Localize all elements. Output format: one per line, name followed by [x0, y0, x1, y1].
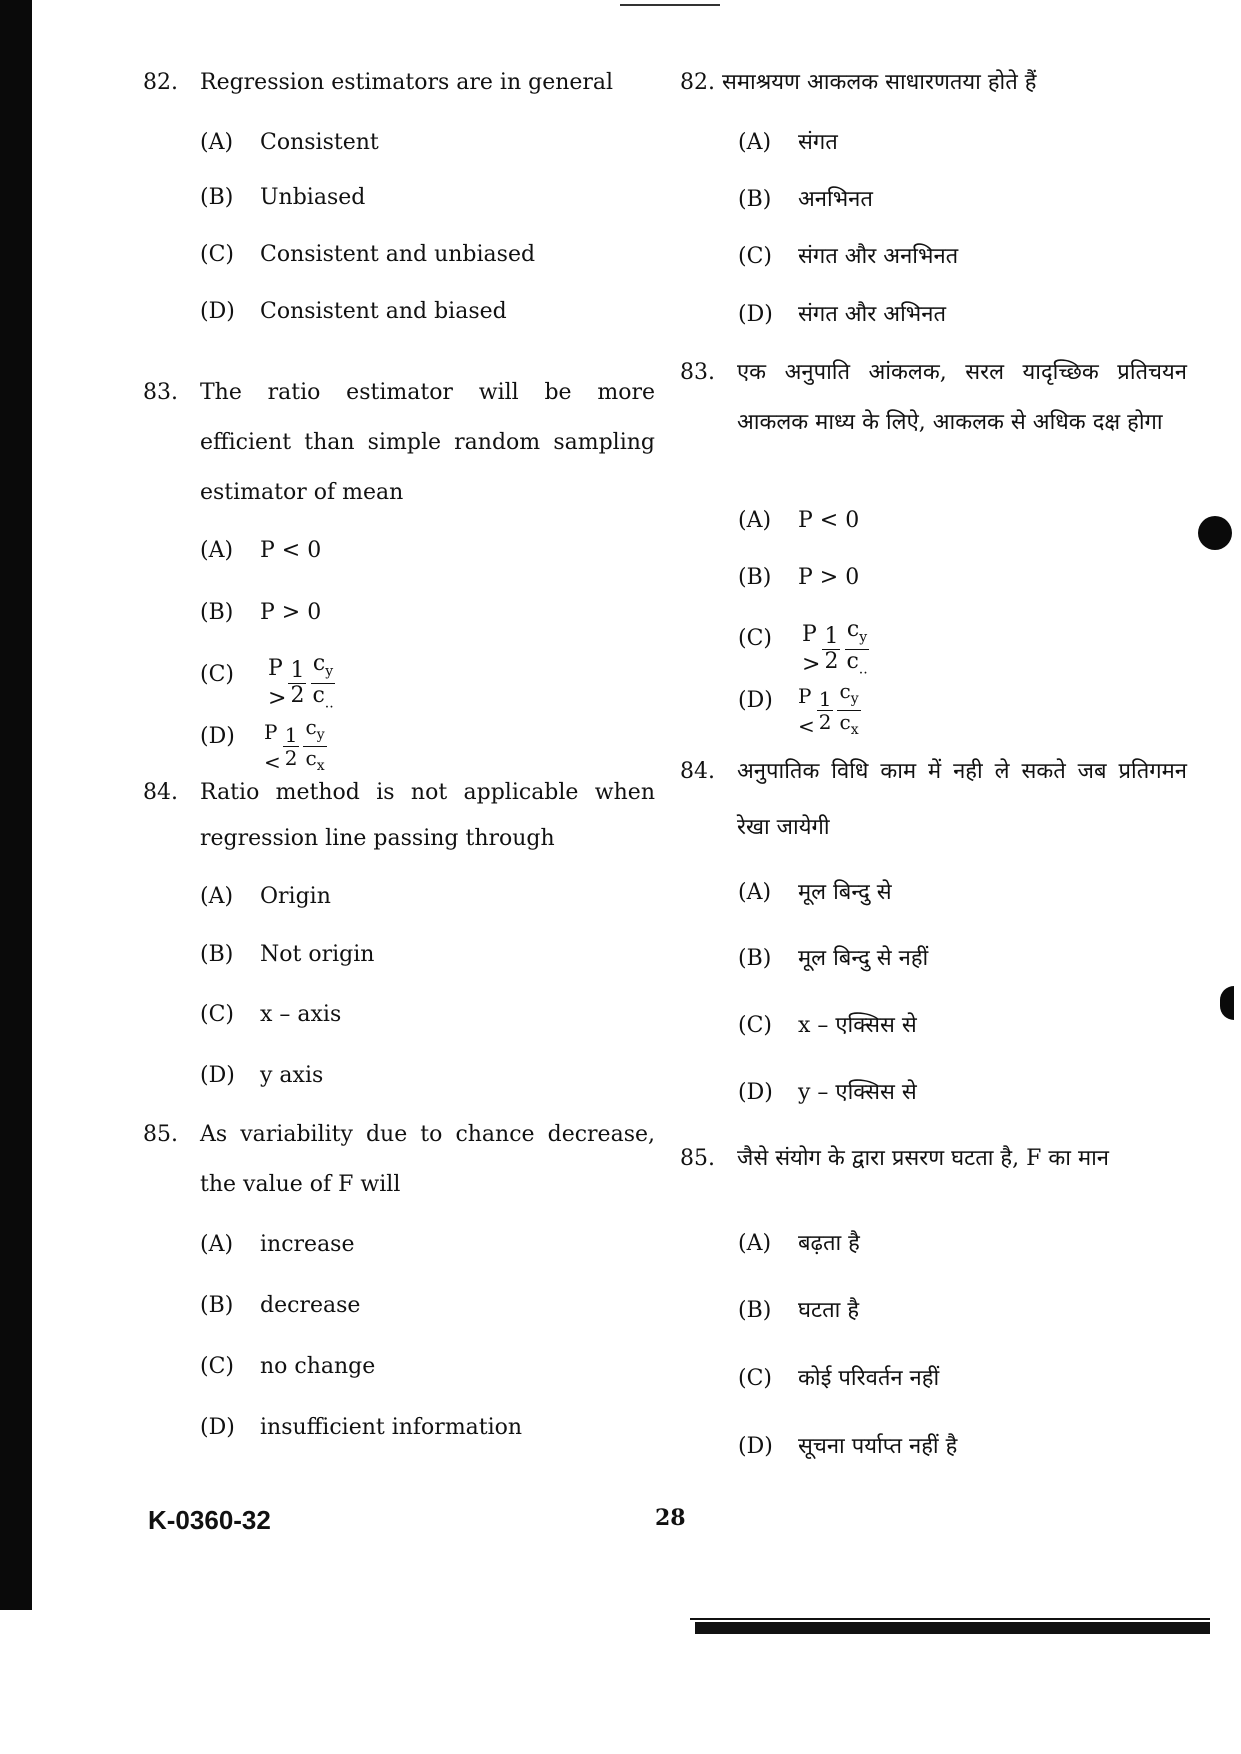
option-text: no change — [260, 1354, 376, 1379]
denominator: c — [312, 683, 325, 709]
option-text: x – एक्सिस से — [798, 1013, 917, 1038]
numerator: c — [312, 651, 326, 676]
question-text: As variability due to chance decrease, the value of F will — [200, 1122, 655, 1197]
option-text: Not origin — [260, 942, 375, 967]
subscript: y — [850, 691, 859, 707]
numerator: c — [846, 617, 860, 642]
fraction — [283, 724, 300, 769]
fraction — [817, 688, 834, 733]
question-number: 83. — [143, 380, 178, 405]
option-text: P > 0 — [798, 565, 860, 590]
numerator: 1 — [284, 723, 298, 747]
option-label: (B) — [738, 565, 772, 590]
subscript: x — [316, 758, 325, 774]
question-text: The ratio estimator will be more efficient than simple random sampling estimator of mean — [200, 380, 655, 505]
option-text: Origin — [260, 884, 331, 909]
option-label: (C) — [738, 626, 772, 651]
option-label: (C) — [738, 1013, 772, 1038]
option-text: Unbiased — [260, 185, 366, 210]
fraction — [844, 618, 869, 682]
fraction — [288, 659, 306, 708]
option-text: मूल बिन्दु से — [798, 880, 892, 905]
formula-prefix: P > — [802, 621, 821, 677]
numerator: 1 — [290, 658, 305, 684]
option-text: y – एक्सिस से — [798, 1080, 917, 1105]
option-text: P < 0 — [260, 538, 322, 563]
fraction — [822, 625, 840, 674]
option-label: (C) — [200, 242, 234, 267]
option-text: y axis — [260, 1063, 324, 1088]
question-text: एक अनुपाति आंकलक, सरल यादृच्छिक प्रतिचयन आकलक माध्य के लिऐ, आकलक से अधिक दक्ष होगा — [737, 360, 1187, 435]
question-number: 85. — [143, 1122, 178, 1147]
question-text: Regression estimators are in general — [200, 70, 614, 95]
numerator: 1 — [824, 624, 839, 650]
question-number: 84. — [680, 759, 715, 784]
question-text: समाश्रयण आकलक साधारणतया होते हैं — [722, 70, 1037, 95]
option-text: सूचना पर्याप्त नहीं है — [798, 1434, 958, 1459]
subscript: x — [850, 722, 859, 738]
option-text: P > 0 — [260, 600, 322, 625]
option-label: (D) — [738, 1434, 773, 1459]
formula-prefix: P < — [264, 719, 281, 774]
option-label: (A) — [738, 508, 772, 533]
option-label: (A) — [738, 130, 772, 155]
option-label: (A) — [200, 884, 234, 909]
option-text: P < 0 — [798, 508, 860, 533]
formula — [264, 716, 329, 777]
option-text: Consistent and unbiased — [260, 242, 536, 267]
option-text: Consistent and biased — [260, 299, 507, 324]
option-label: (A) — [738, 880, 772, 905]
fraction — [303, 716, 326, 777]
numerator: 1 — [818, 687, 832, 711]
option-label: (A) — [200, 1232, 234, 1257]
option-text: कोई परिवर्तन नहीं — [798, 1366, 940, 1391]
denominator: c — [305, 746, 317, 770]
option-label: (A) — [200, 538, 234, 563]
option-text: संगत और अनभिनत — [798, 244, 959, 269]
option-label: (C) — [738, 1366, 772, 1391]
option-text: increase — [260, 1232, 355, 1257]
punch-hole-mark-partial — [1220, 986, 1234, 1020]
subscript: .. — [858, 661, 868, 678]
denominator: 2 — [284, 746, 298, 770]
option-label: (D) — [738, 1080, 773, 1105]
formula — [798, 680, 863, 741]
question-text: Ratio method is not applicable when regression line passing through — [200, 780, 655, 851]
option-label: (D) — [738, 688, 773, 713]
denominator: 2 — [824, 649, 839, 675]
subscript: y — [325, 663, 334, 680]
subscript: y — [316, 727, 325, 743]
option-text: अनभिनत — [798, 187, 873, 212]
option-label: (B) — [738, 946, 772, 971]
question-number: 82. — [680, 70, 715, 95]
option-label: (B) — [200, 600, 234, 625]
option-label: (C) — [738, 244, 772, 269]
option-label: (B) — [738, 1298, 772, 1323]
fraction — [837, 680, 860, 741]
formula-prefix: P > — [268, 655, 287, 711]
question-text: जैसे संयोग के द्वारा प्रसरण घटता है, F का मान — [737, 1146, 1110, 1171]
denominator: c — [839, 710, 851, 734]
option-label: (D) — [200, 1415, 235, 1440]
option-text: insufficient information — [260, 1415, 523, 1440]
punch-hole-mark — [1198, 516, 1232, 550]
subscript: .. — [324, 695, 334, 712]
bottom-rule — [695, 1622, 1210, 1634]
option-text: बढ़ता है — [798, 1231, 860, 1256]
booklet-code: K-0360-32 — [148, 1505, 271, 1535]
option-label: (D) — [200, 724, 235, 749]
denominator: c — [846, 649, 859, 675]
option-text: Consistent — [260, 130, 379, 155]
question-text: अनुपातिक विधि काम में नही ले सकते जब प्रतिगमन रेखा जायेगी — [737, 759, 1187, 840]
option-label: (B) — [200, 185, 234, 210]
option-label: (D) — [738, 302, 773, 327]
option-label: (D) — [200, 299, 235, 324]
option-text: संगत — [798, 130, 838, 155]
option-text: x – axis — [260, 1002, 342, 1027]
denominator: 2 — [290, 683, 305, 709]
top-rule — [620, 4, 720, 6]
question-number: 85. — [680, 1146, 715, 1171]
formula-prefix: P < — [798, 683, 815, 738]
subscript: y — [859, 629, 868, 646]
option-label: (C) — [200, 662, 234, 687]
option-label: (B) — [200, 942, 234, 967]
question-number: 84. — [143, 780, 178, 805]
denominator: 2 — [818, 710, 832, 734]
formula — [802, 618, 872, 682]
question-number: 83. — [680, 360, 715, 385]
option-label: (C) — [200, 1002, 234, 1027]
option-label: (C) — [200, 1354, 234, 1379]
page-number: 28 — [655, 1505, 686, 1531]
option-label: (D) — [200, 1063, 235, 1088]
option-text: मूल बिन्दु से नहीं — [798, 946, 929, 971]
fraction — [310, 652, 335, 716]
scan-edge-bar — [0, 0, 32, 1610]
option-text: decrease — [260, 1293, 361, 1318]
option-text: संगत और अभिनत — [798, 302, 947, 327]
option-label: (A) — [200, 130, 234, 155]
option-label: (A) — [738, 1231, 772, 1256]
option-label: (B) — [738, 187, 772, 212]
option-text: घटता है — [798, 1298, 860, 1323]
numerator: c — [839, 679, 851, 703]
question-number: 82. — [143, 70, 178, 95]
option-label: (B) — [200, 1293, 234, 1318]
numerator: c — [305, 715, 317, 739]
formula — [268, 652, 338, 716]
